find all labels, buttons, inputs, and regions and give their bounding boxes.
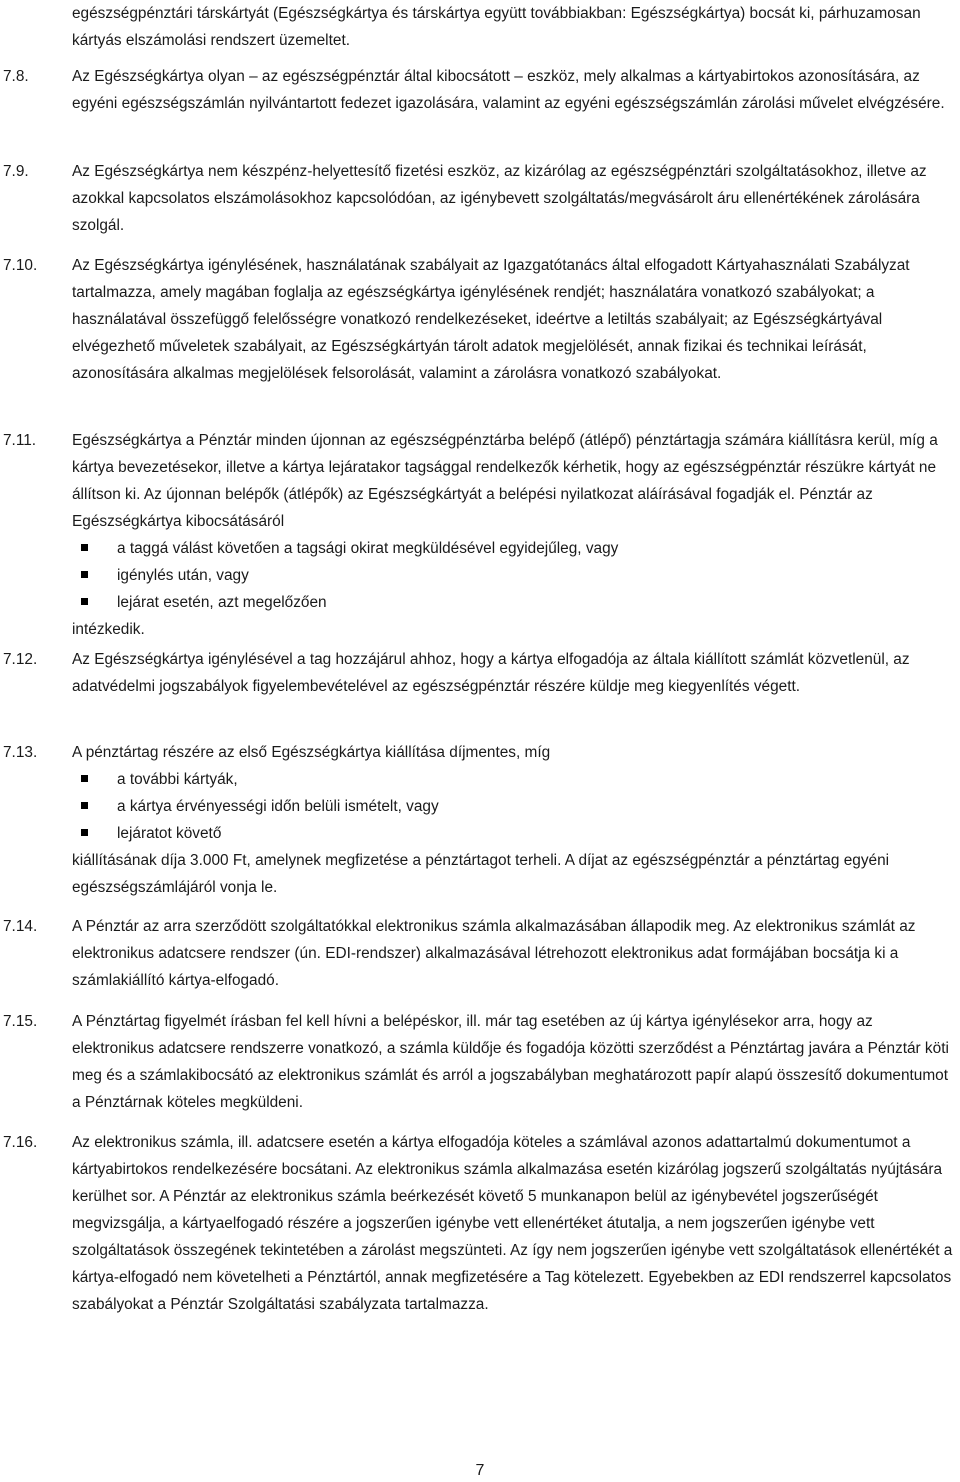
section-number: 7.10. [3, 257, 38, 274]
section-text: Az Egészségkártya nem készpénz-helyettesítő fizetési eszköz, az kizárólag az egészségpénztári szolgáltatásokhoz, illetve az azokkal kapcsolatos elszámolásokhoz kapcsolódóan, az igénybevett szolgáltatás/megvásárolt áru ellenértékének zárolására szolgál. [72, 163, 927, 234]
section-text: A Pénztártag figyelmét írásban fel kell hívni a belépéskor, ill. már tag esetében az új kártya igénylésekor arra, hogy az elektronikus adatcsere rendszerre vonatkozó, a számla küldője és fogadója közötti szerződést a Pénztártag javára a Pénztár köti meg és a számlakibocsátó az elektronikus számlát és arról a jogszabályban meghatározott papír alapú összesítő dokumentumot a Pénztárnak köteles megküldeni. [72, 1013, 949, 1111]
bullet-list [0, 766, 960, 847]
page-number: 7 [475, 1462, 485, 1479]
section-text: Az Egészségkártya igénylésének, használatának szabályait az Igazgatótanács által elfogadott Kártyahasználati Szabályzat tartalmazza, amely magában foglalja az egészségkártya igénylésének rendjét; használatára vonatkozó szabályokat; a használatával összefüggő felelősségre vonatkozó rendelkezéseket, ideértve a letiltás szabályait; az Egészségkártyával elvégezhető műveletek szabályait, az Egészségkártyán tárolt adatok megjelölését, annak fizikai és technikai leírását, azonosítására alkalmas megjelölések felsorolását, valamint a zárolásra vonatkozó szabályokat. [72, 257, 910, 382]
section-7-16 [0, 1129, 960, 1318]
section-text: Az Egészségkártya olyan – az egészségpénztár által kibocsátott – eszköz, mely alkalmas a kártyabirtokos azonosítására, az egyéni egészségszámlán nyilvántartott fedezet igazolására, valamint az egyéni egészségszámlán zárolási művelet elvégzésére. [72, 68, 945, 112]
section-number: 7.16. [3, 1134, 38, 1151]
list-item-text: lejárat esetén, azt megelőzően [117, 594, 327, 611]
section-7-12 [0, 646, 960, 700]
list-item [117, 793, 960, 820]
section-text: A Pénztár az arra szerződött szolgáltatókkal elektronikus számla alkalmazásában állapodik meg. Az elektronikus számlát az elektronikus adatcsere rendszer (ún. EDI-rendszer) alkalmazásával létrehozott elektronikus adat formájában bocsátja ki a számlakiállító kártya-elfogadó. [72, 918, 916, 989]
bullet-list [0, 535, 960, 616]
square-bullet-icon [81, 802, 88, 809]
square-bullet-icon [81, 598, 88, 605]
section-7-10 [0, 252, 960, 387]
section-trailing-text: kiállításának díja 3.000 Ft, amelynek megfizetése a pénztártagot terheli. A díjat az egészségpénztár a pénztártag egyéni egészségszámlájáról vonja le. [72, 852, 890, 896]
section-7-11 [0, 427, 960, 643]
list-item-text: a további kártyák, [117, 771, 238, 788]
section-number: 7.13. [3, 744, 38, 761]
section-7-14 [0, 913, 960, 994]
section-text: Az Egészségkártya igénylésével a tag hozzájárul ahhoz, hogy a kártya elfogadója az általa kiállított számlát közvetlenül, az adatvédelmi jogszabályok figyelembevételével az egészségpénztár részére küldje meg kiegyenlítés végett. [72, 651, 910, 695]
list-item-text: a taggá válást követően a tagsági okirat megküldésével egyidejűleg, vagy [117, 540, 619, 557]
square-bullet-icon [81, 544, 88, 551]
section-text: A pénztártag részére az első Egészségkártya kiállítása díjmentes, míg [72, 744, 551, 761]
section-number: 7.11. [3, 432, 37, 449]
section-7-15 [0, 1008, 960, 1116]
section-7-13 [0, 739, 960, 901]
section-number: 7.8. [3, 68, 29, 85]
intro-paragraph [0, 0, 960, 54]
list-item [117, 535, 960, 562]
square-bullet-icon [81, 775, 88, 782]
square-bullet-icon [81, 571, 88, 578]
section-text: Egészségkártya a Pénztár minden újonnan az egészségpénztárba belépő (átlépő) pénztártagja számára kiállításra kerül, míg a kártya bevezetésekor, illetve a kártya lejáratakor tagsággal rendelkezők kérhetik, hogy az egészségpénztár részükre kártyát ne állítson ki. Az újonnan belépők (átlépők) az Egészségkártyát a belépési nyilatkozat aláírásával fogadják el. Pénztár az Egészségkártya kibocsátásáról [72, 432, 938, 530]
list-item-text: a kártya érvényességi időn belüli ismételt, vagy [117, 798, 439, 815]
list-item-text: igénylés után, vagy [117, 567, 249, 584]
section-number: 7.12. [3, 651, 38, 668]
section-7-8 [0, 63, 960, 117]
list-item [117, 820, 960, 847]
list-item [117, 562, 960, 589]
section-number: 7.15. [3, 1013, 38, 1030]
section-7-9 [0, 158, 960, 239]
section-trailing-text: intézkedik. [72, 621, 145, 638]
list-item [117, 766, 960, 793]
square-bullet-icon [81, 829, 88, 836]
section-number: 7.9. [3, 163, 29, 180]
section-number: 7.14. [3, 918, 38, 935]
intro-text: egészségpénztári társkártyát (Egészségkártya és társkártya együtt továbbiakban: Egészségkártya) bocsát ki, párhuzamosan kártyás elszámolási rendszert üzemeltet. [72, 5, 921, 49]
section-text: Az elektronikus számla, ill. adatcsere esetén a kártya elfogadója köteles a számlával azonos adattartalmú dokumentumot a kártyabirtokos rendelkezésére bocsátani. Az elektronikus számla alkalmazása esetén kizárólag jogszerű szolgáltatás nyújtására kerülhet sor. A Pénztár az elektronikus számla beérkezését követő 5 munkanapon belül az igénybevétel jogszerűségét megvizsgálja, a kártyaelfogadó részére a jogszerűen igénybe vett ellenértéket átutalja, a nem jogszerűen igénybe vett szolgáltatások összegének tekintetében a zárolást megszünteti. Az így nem jogszerűen igénybe vett szolgáltatások ellenértékét a kártya-elfogadó nem követelheti a Pénztártól, annak megfizetésére a Tag kötelezett. Egyebekben az EDI rendszerrel kapcsolatos szabályokat a Pénztár Szolgáltatási szabályzata tartalmazza. [72, 1134, 953, 1313]
list-item-text: lejáratot követő [117, 825, 222, 842]
list-item [117, 589, 960, 616]
